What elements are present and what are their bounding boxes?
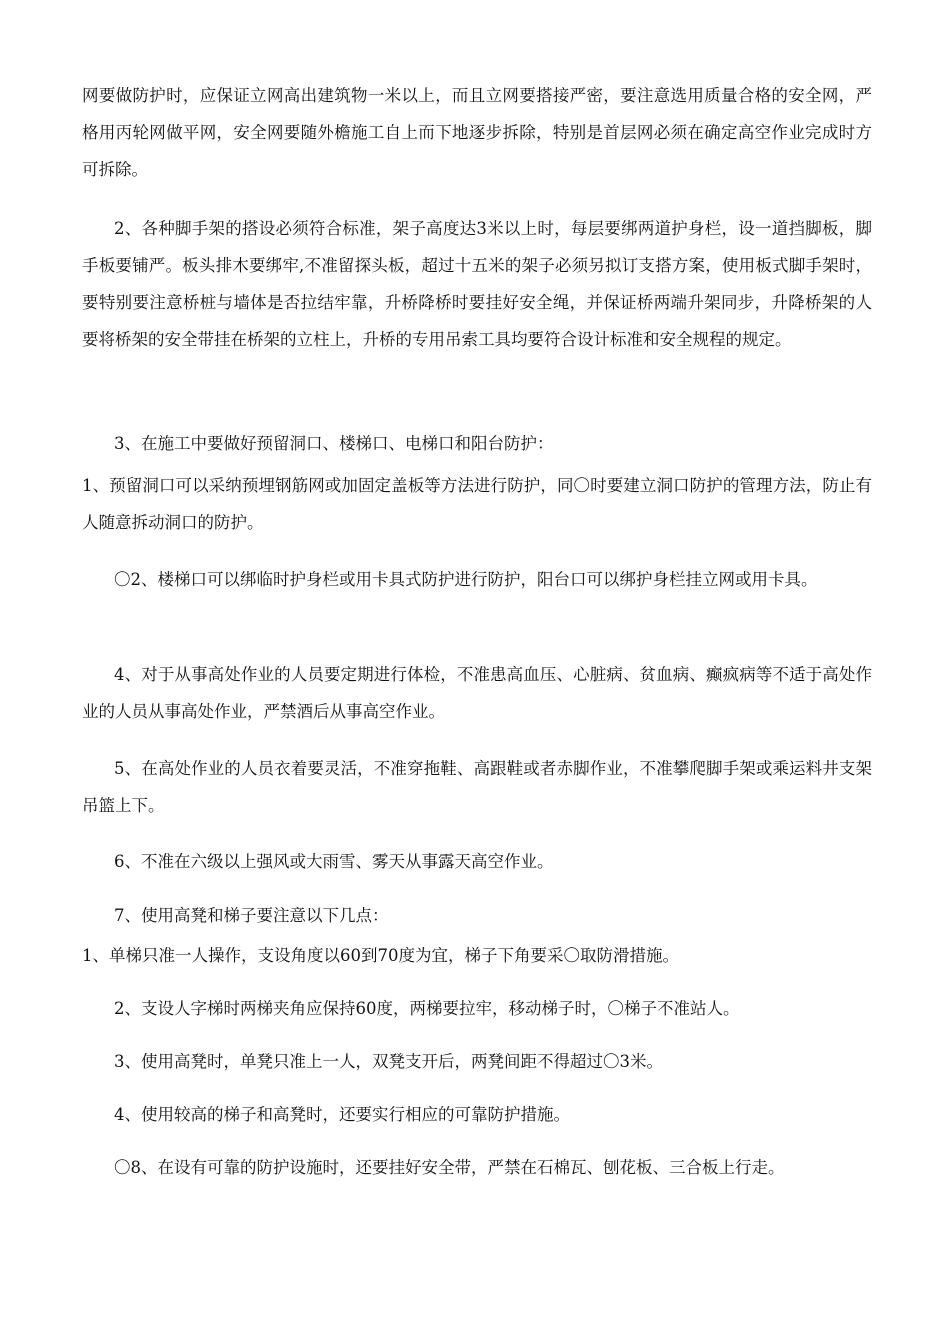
paragraph-scaffolding: 2、各种脚手架的搭设必须符合标准，架子高度达3米以上时，每层要绑两道护身栏，设一道挡脚板，脚手板要铺严。板头排木要绑牢,不准留探头板，超过十五米的架子必须另拟订支搭方案，使用板式脚手架时，要特别要注意桥桩与墙体是否拉结牢靠，升桥降桥时要挂好安全绳，并保证桥两端升架同步，升降桥架的人要将桥架的安全带挂在桥架的立柱上，升桥的专用吊索工具均要符合设计标准和安全规程的规定。 bbox=[82, 219, 872, 349]
paragraph-safety-belt: 〇8、在设有可靠的防护设施时，还要挂好安全带，严禁在石棉瓦、刨花板、三合板上行走。 bbox=[114, 1158, 785, 1177]
paragraph-ladders-heading: 7、使用高凳和梯子要注意以下几点： bbox=[114, 906, 389, 925]
paragraph-health-check: 4、对于从事高处作业的人员要定期进行体检，不准患高血压、心脏病、贫血病、癫疯病等不适于高处作业的人员从事高处作业，严禁酒后从事高空作业。 bbox=[82, 665, 872, 721]
paragraph-a-frame-ladder: 2、支设人字梯时两梯夹角应保持60度，两梯要拉牢，移动梯子时，〇梯子不准站人。 bbox=[114, 999, 740, 1018]
paragraph-tall-ladder: 4、使用较高的梯子和高凳时，还要实行相应的可靠防护措施。 bbox=[114, 1105, 570, 1124]
paragraph-high-stool: 3、使用高凳时，单凳只准上一人，双凳支开后，两凳间距不得超过〇3米。 bbox=[114, 1052, 663, 1071]
paragraph-safety-net: 网要做防护时，应保证立网高出建筑物一米以上，而且立网要搭接严密，要注意选用质量合格的安全网，严格用丙轮网做平网，安全网要随外檐施工自上而下地逐步拆除，特别是首层网必须在确定高空作业完成时方可拆除。 bbox=[82, 86, 872, 179]
paragraph-single-ladder: 1、单梯只准一人操作，支设角度以60到70度为宜，梯子下角要采〇取防滑措施。 bbox=[82, 946, 679, 965]
paragraph-stairwell: 〇2、楼梯口可以绑临时护身栏或用卡具式防护进行防护，阳台口可以绑护身栏挂立网或用卡具。 bbox=[114, 570, 818, 589]
paragraph-reserved-openings: 1、预留洞口可以采纳预埋钢筋网或加固定盖板等方法进行防护，同〇时要建立洞口防护的管理方法，防止有人随意拆动洞口的防护。 bbox=[82, 476, 872, 532]
paragraph-openings-heading: 3、在施工中要做好预留洞口、楼梯口、电梯口和阳台防护： bbox=[114, 434, 554, 453]
paragraph-clothing: 5、在高处作业的人员衣着要灵活，不准穿拖鞋、高跟鞋或者赤脚作业，不准攀爬脚手架或乘运料井支架吊篮上下。 bbox=[82, 759, 872, 815]
paragraph-weather: 6、不准在六级以上强风或大雨雪、雾天从事露天高空作业。 bbox=[114, 852, 554, 871]
